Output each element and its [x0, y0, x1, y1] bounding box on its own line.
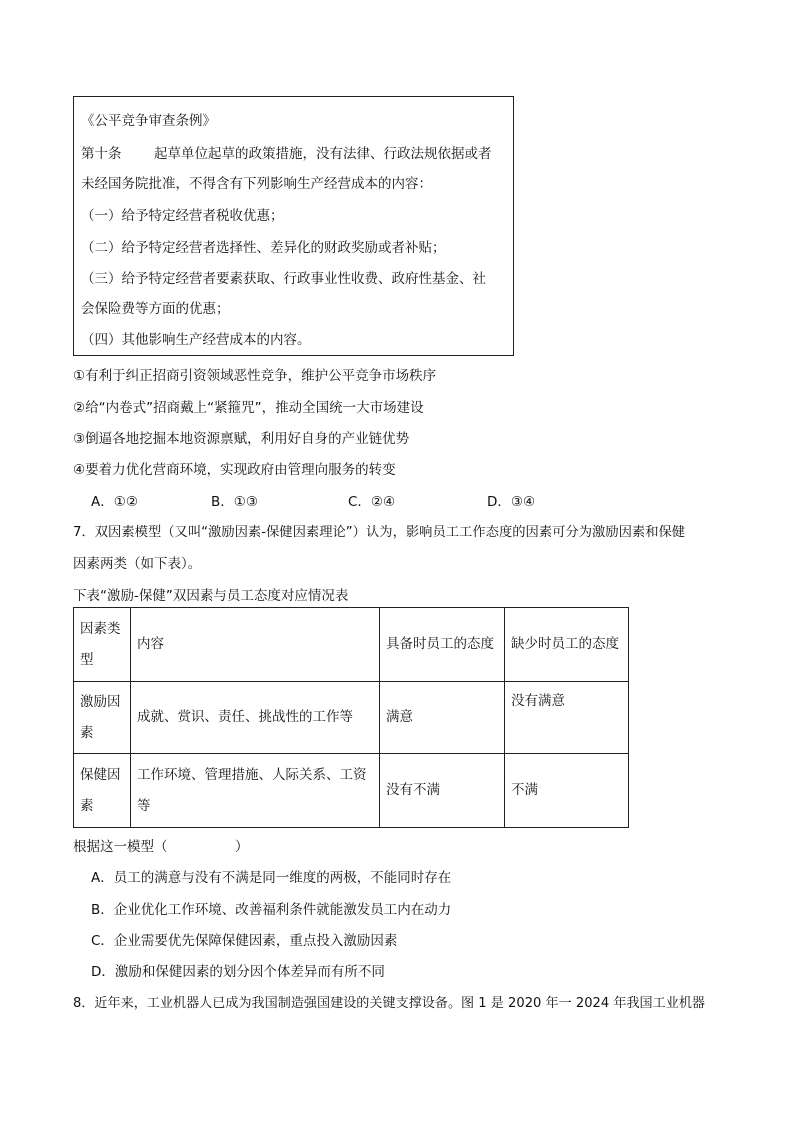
q7-lead: 根据这一模型（ ）	[73, 839, 249, 855]
q6-option-a[interactable]: A．①②	[91, 494, 138, 510]
cell-attitude-present: 没有不满	[380, 754, 505, 828]
header-attitude-present: 具备时员工的态度	[380, 608, 505, 682]
regulation-quote-box	[73, 96, 514, 356]
table-row	[74, 754, 629, 828]
article-text-line-2: 未经国务院批准，不得含有下列影响生产经营成本的内容：	[81, 176, 432, 192]
article-heading: 第十条	[81, 146, 122, 162]
two-factor-table	[73, 607, 629, 828]
table-caption: 下表“激励-保健”双因素与员工态度对应情况表	[73, 588, 349, 604]
cell-factor-type: 激励因素	[74, 682, 131, 754]
article-item-3-line-2: 会保险费等方面的优惠；	[81, 301, 230, 317]
header-attitude-absent: 缺少时员工的态度	[505, 608, 629, 682]
cell-attitude-present: 满意	[380, 682, 505, 754]
cell-attitude-absent: 没有满意	[505, 682, 629, 754]
statement-2: ②给“内卷式”招商戴上“紧箍咒”，推动全国统一大市场建设	[73, 400, 424, 416]
q6-option-b[interactable]: B．①③	[211, 494, 258, 510]
cell-factor-type: 保健因素	[74, 754, 131, 828]
q7-option-a[interactable]: A．员工的满意与没有不满是同一维度的两极，不能同时存在	[91, 870, 452, 886]
q7-option-d[interactable]: D．激励和保健因素的划分因个体差异而有所不同	[91, 964, 385, 980]
q7-option-c[interactable]: C．企业需要优先保障保健因素，重点投入激励因素	[91, 933, 398, 949]
statement-1: ①有利于纠正招商引资领域恶性竞争，维护公平竞争市场秩序	[73, 368, 437, 384]
table-row	[74, 682, 629, 754]
quote-title: 《公平竞争审查条例》	[81, 113, 216, 129]
q6-option-d[interactable]: D．③④	[487, 494, 536, 510]
article-text-line-1: 起草单位起草的政策措施，没有法律、行政法规依据或者	[154, 146, 492, 162]
q6-option-c[interactable]: C．②④	[348, 494, 396, 510]
table-header-row	[74, 608, 629, 682]
q7-stem-line-2: 因素两类（如下表）。	[73, 556, 202, 572]
q7-option-b[interactable]: B．企业优化工作环境、改善福利条件就能激发员工内在动力	[91, 902, 452, 918]
article-item-3-line-1: （三）给予特定经营者要素获取、行政事业性收费、政府性基金、社	[81, 271, 486, 287]
header-factor-type: 因素类型	[74, 608, 131, 682]
statement-4: ④要着力优化营商环境，实现政府由管理向服务的转变	[73, 462, 396, 478]
statement-3: ③倒逼各地挖掘本地资源禀赋，利用好自身的产业链优势	[73, 431, 410, 447]
cell-content: 工作环境、管理措施、人际关系、工资等	[131, 754, 380, 828]
cell-attitude-absent: 不满	[505, 754, 629, 828]
article-item-4: （四）其他影响生产经营成本的内容。	[81, 332, 311, 348]
article-item-2: （二）给予特定经营者选择性、差异化的财政奖励或者补贴；	[81, 240, 446, 256]
article-item-1: （一）给予特定经营者税收优惠；	[81, 208, 284, 224]
cell-content: 成就、赏识、责任、挑战性的工作等	[131, 682, 380, 754]
q7-stem-line-1: 7．双因素模型（又叫“激励因素-保健因素理论”）认为，影响员工工作态度的因素可分为激励因素和保健	[73, 525, 686, 540]
q8-stem-line-1: 8．近年来，工业机器人已成为我国制造强国建设的关键支撑设备。图 1 是 2020 年一 2024 年我国工业机器	[73, 996, 706, 1011]
header-content: 内容	[131, 608, 380, 682]
